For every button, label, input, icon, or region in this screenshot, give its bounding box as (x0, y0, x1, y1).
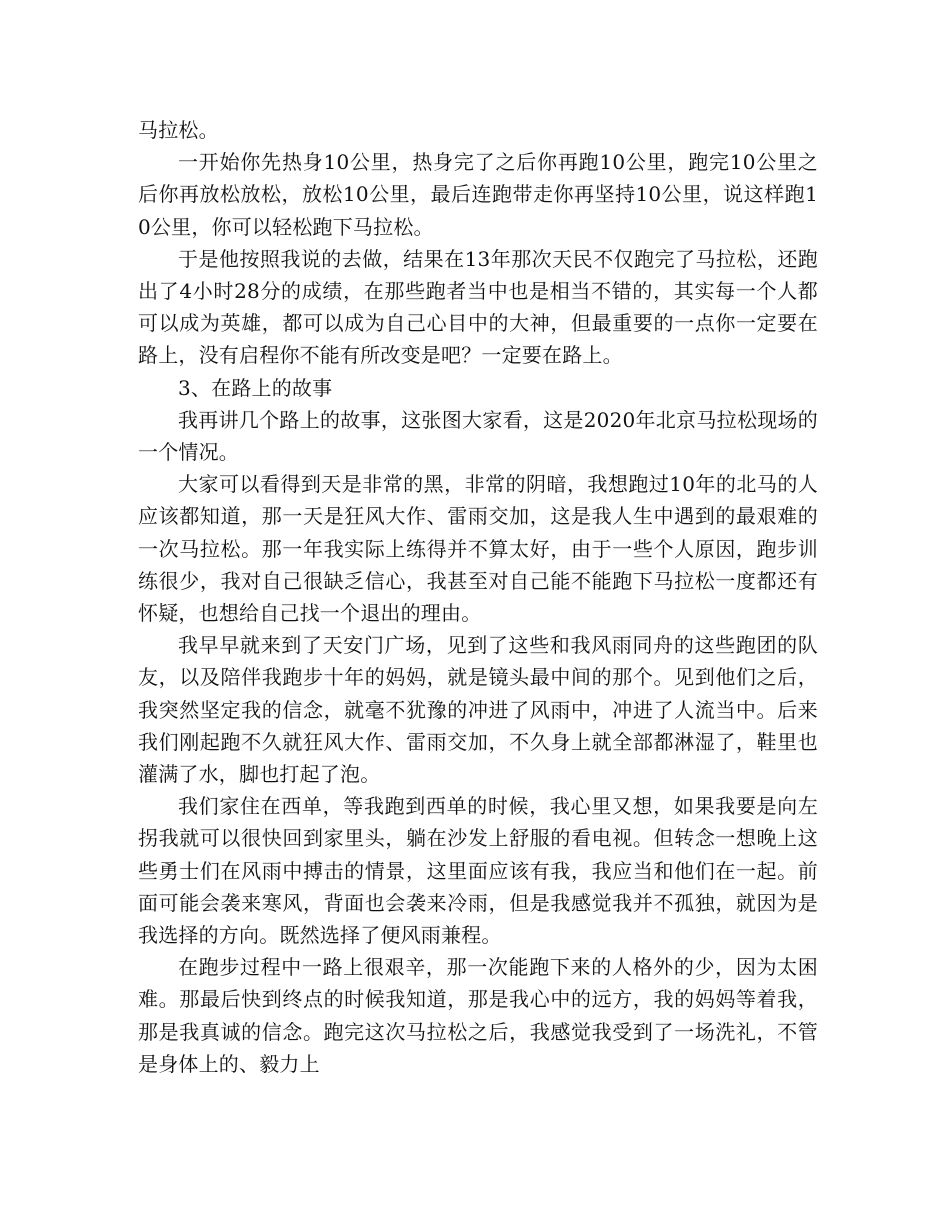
paragraph-tianmin-result: 于是他按照我说的去做，结果在13年那次天民不仅跑完了马拉松，还跑出了4小时28分的成绩，在那些跑者当中也是相当不错的，其实每一个人都可以成为英雄，都可以成为自己心目中的大神，但最重要的一点你一定要在路上，没有启程你不能有所改变是吧？一定要在路上。 (138, 246, 818, 368)
paragraph-continuation: 马拉松。 (138, 118, 219, 142)
paragraph-road-stories: 我再讲几个路上的故事，这张图大家看，这是2020年北京马拉松现场的一个情况。 (138, 407, 818, 465)
paragraph-dark-sky: 大家可以看得到天是非常的黑，非常的阴暗，我想跑过10年的北马的人应该都知道，那一天是狂风大作、雷雨交加，这是我人生中遇到的最艰难的一次马拉松。那一年我实际上练得并不算太好，由于一些个人原因，跑步训练很少，我对自己很缺乏信心，我甚至对自己能不能跑下马拉松一度都还有怀疑，也想给自己找一个退出的理由。 (138, 472, 818, 626)
document-body (138, 114, 818, 1080)
paragraph-warmup-plan: 一开始你先热身10公里，热身完了之后你再跑10公里，跑完10公里之后你再放松放松，放松10公里，最后连跑带走你再坚持10公里，说这样跑10公里，你可以轻松跑下马拉松。 (138, 150, 818, 239)
section-heading: 3、在路上的故事 (178, 375, 333, 400)
paragraph-xidan: 我们家住在西单，等我跑到西单的时候，我心里又想，如果我要是向左拐我就可以很快回到家里头，躺在沙发上舒服的看电视。但转念一想晚上这些勇士们在风雨中搏击的情景，这里面应该有我，我应当和他们在一起。前面可能会袭来寒风，背面也会袭来冷雨，但是我感觉我并不孤独，就因为是我选择的方向。既然选择了便风雨兼程。 (138, 794, 818, 948)
paragraph-tiananmen: 我早早就来到了天安门广场，见到了这些和我风雨同舟的这些跑团的队友，以及陪伴我跑步十年的妈妈，就是镜头最中间的那个。见到他们之后，我突然坚定我的信念，就毫不犹豫的冲进了风雨中，冲进了人流当中。后来我们刚起跑不久就狂风大作、雷雨交加，不久身上就全部都淋湿了，鞋里也灌满了水，脚也打起了泡。 (138, 633, 818, 787)
paragraph-finish: 在跑步过程中一路上很艰辛，那一次能跑下来的人格外的少，因为太困难。那最后快到终点的时候我知道，那是我心中的远方，我的妈妈等着我，那是我真诚的信念。跑完这次马拉松之后，我感觉我受到了一场洗礼，不管是身体上的、毅力上 (138, 955, 818, 1076)
